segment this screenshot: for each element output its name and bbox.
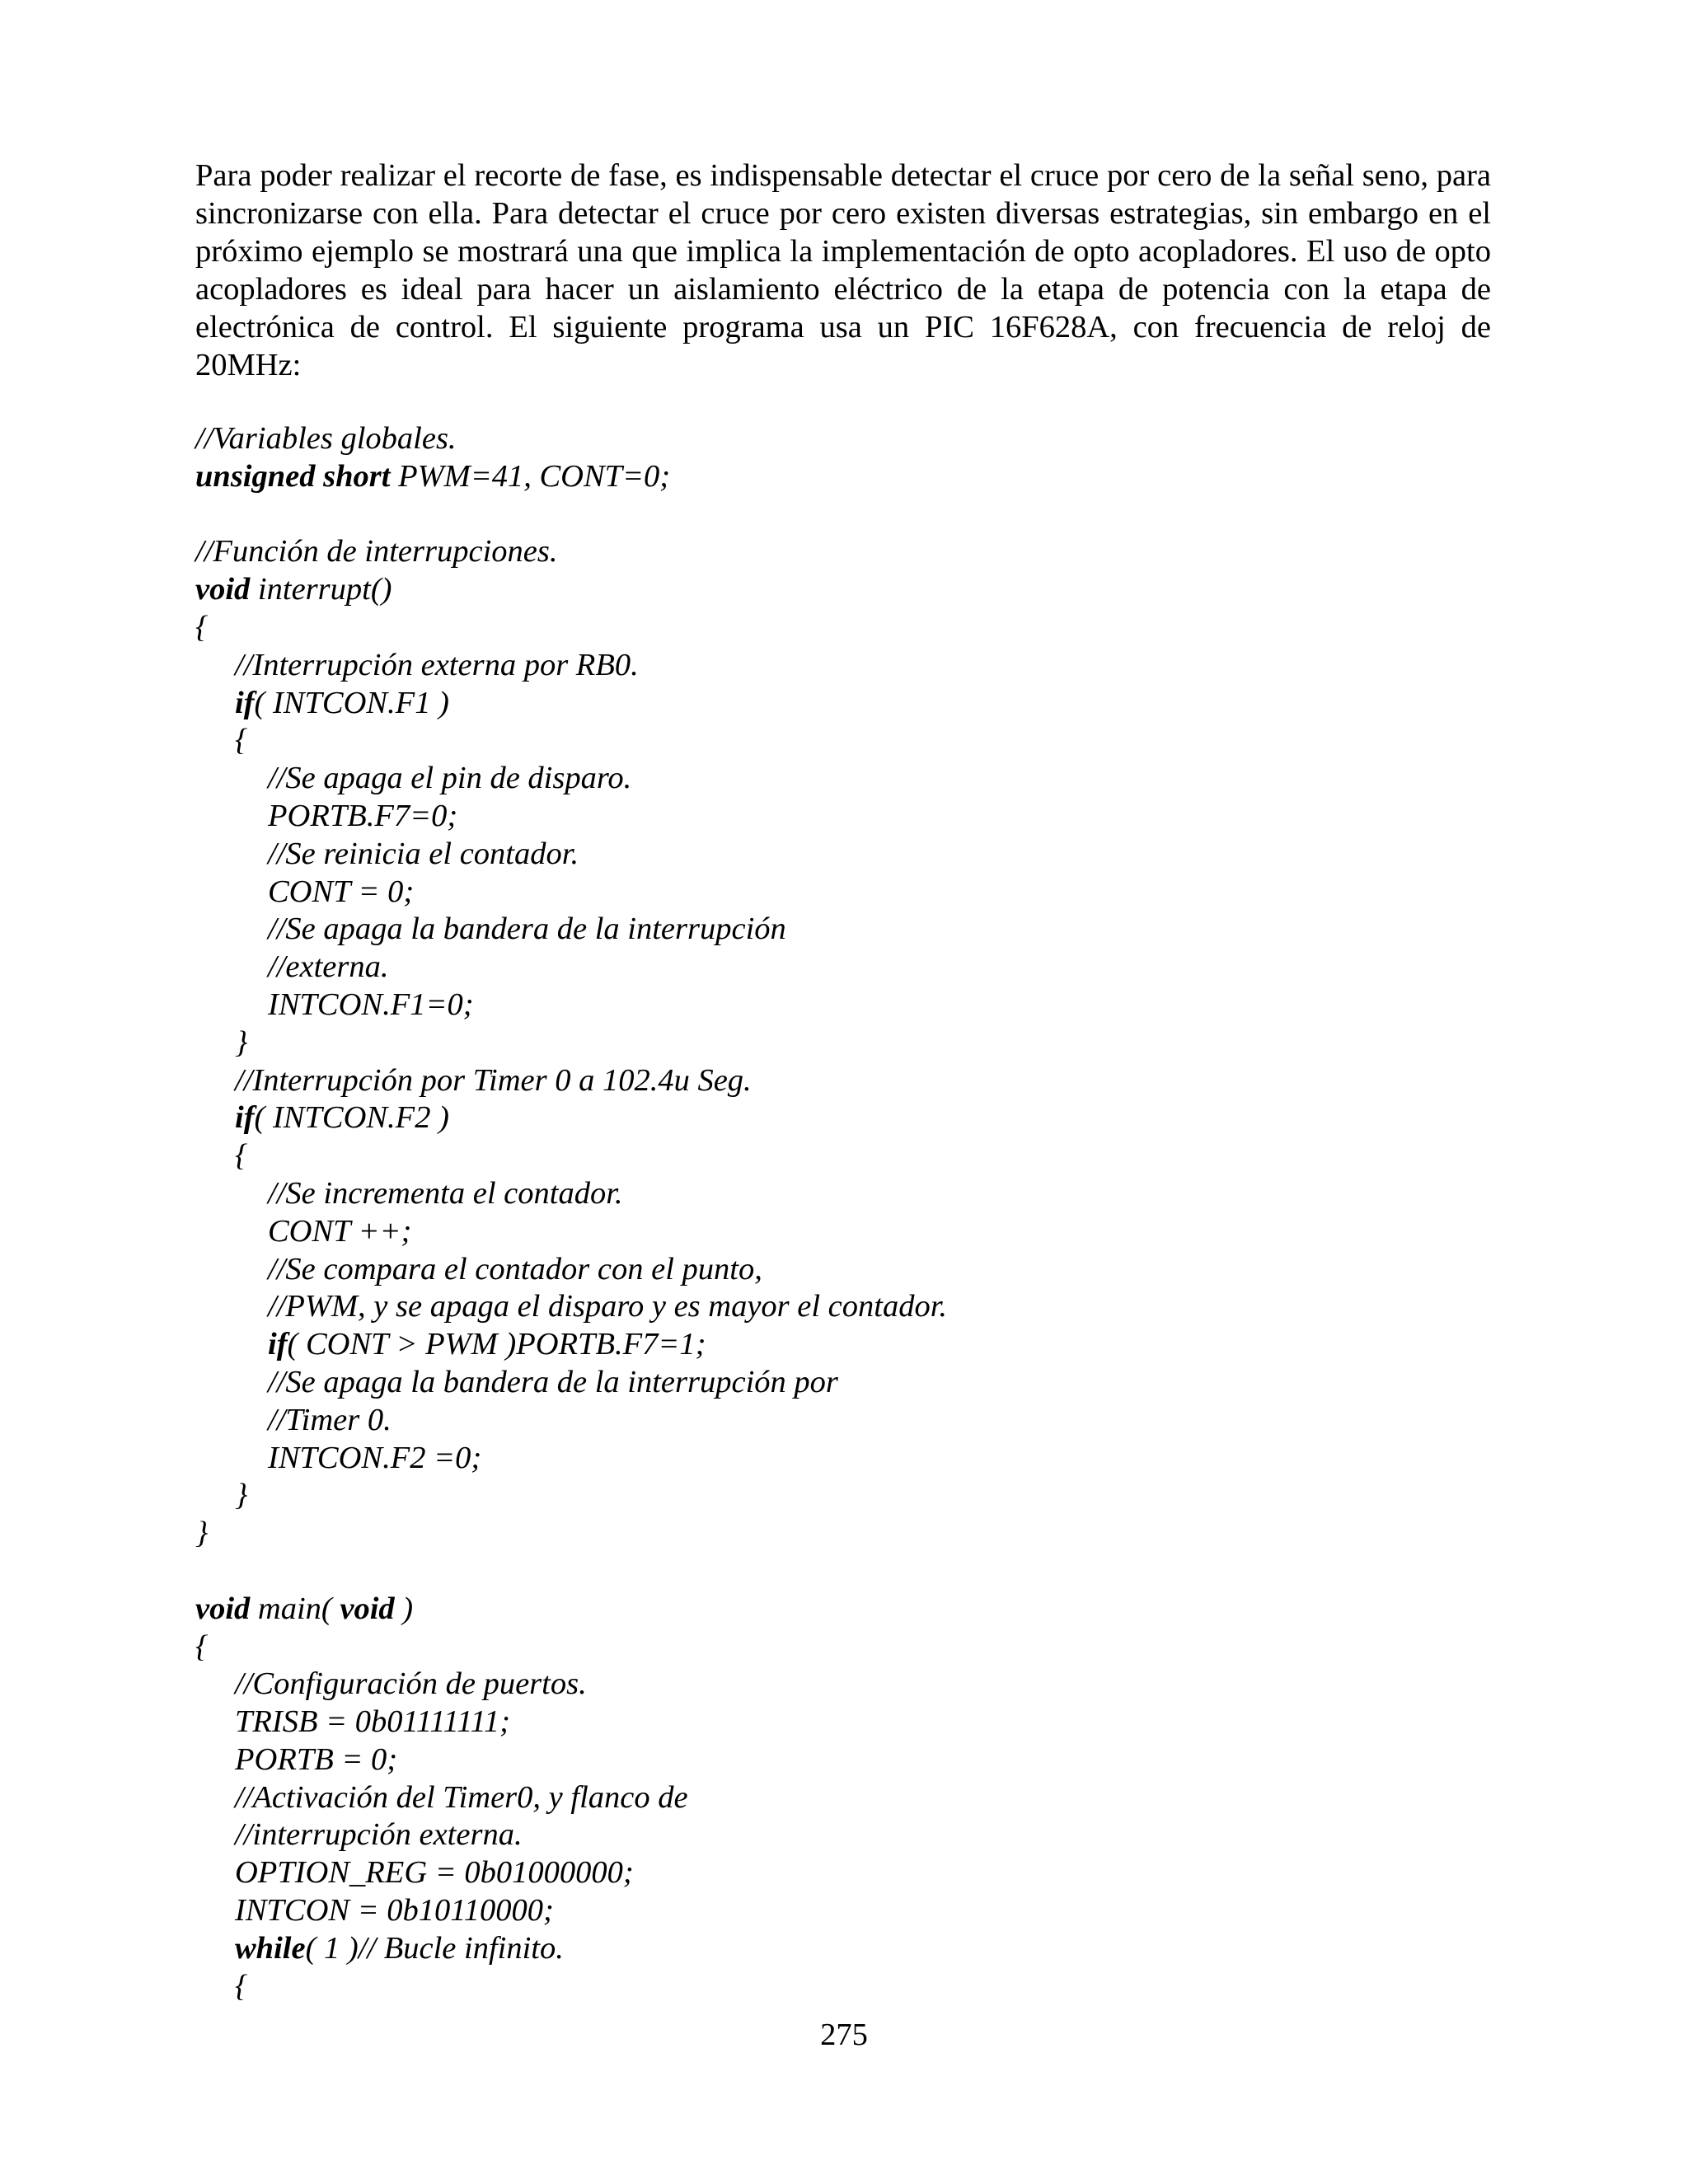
code-line: //Se apaga el pin de disparo. <box>268 761 632 796</box>
code-line: PORTB = 0; <box>235 1741 398 1777</box>
code-keyword: while <box>235 1930 306 1966</box>
code-line: } <box>235 1024 248 1060</box>
code-line: PORTB.F7=0; <box>268 798 458 833</box>
code-line: if( INTCON.F2 ) <box>235 1100 449 1136</box>
code-line: } <box>235 1478 248 1513</box>
code-line: { <box>195 1629 209 1664</box>
code-line: void main( void ) <box>195 1591 414 1626</box>
code-keyword: void <box>195 572 251 607</box>
page-number: 275 <box>820 2018 868 2052</box>
code-line: INTCON.F1=0; <box>268 987 474 1022</box>
code-line: { <box>195 609 209 644</box>
code-line: //Se compara el contador con el punto, <box>268 1251 762 1286</box>
code-line: //Función de interrupciones. <box>195 534 558 569</box>
code-keyword: void <box>340 1591 395 1626</box>
code-line: //Interrupción por Timer 0 a 102.4u Seg. <box>235 1062 752 1098</box>
code-keyword: if <box>268 1327 288 1362</box>
code-line: { <box>235 1968 248 2004</box>
code-keyword: if <box>235 1100 255 1136</box>
code-line: void interrupt() <box>195 572 392 607</box>
code-line: CONT = 0; <box>268 874 415 909</box>
code-line: TRISB = 0b01111111; <box>235 1704 510 1740</box>
code-line: //Variables globales. <box>195 421 457 456</box>
code-line: { <box>235 1138 248 1174</box>
code-line: //externa. <box>268 949 389 985</box>
code-line: //Se incrementa el contador. <box>268 1175 623 1211</box>
code-line: OPTION_REG = 0b01000000; <box>235 1855 634 1891</box>
code-blank-line <box>195 496 1514 534</box>
code-line: INTCON = 0b10110000; <box>235 1893 554 1929</box>
code-line: if( INTCON.F1 ) <box>235 685 449 720</box>
code-line: while( 1 )// Bucle infinito. <box>235 1930 564 1966</box>
code-listing <box>195 420 1514 2005</box>
code-line: INTCON.F2 =0; <box>268 1440 482 1475</box>
code-line: //Timer 0. <box>268 1402 392 1437</box>
code-line: //Se reinicia el contador. <box>268 836 579 871</box>
code-line: CONT ++; <box>268 1213 412 1249</box>
code-line: //Activación del Timer0, y flanco de <box>235 1779 688 1815</box>
code-line: //Se apaga la bandera de la interrupción por <box>268 1364 838 1399</box>
code-line: //Configuración de puertos. <box>235 1666 587 1702</box>
code-line: { <box>235 723 248 758</box>
code-keyword: if <box>235 685 255 720</box>
code-line: //PWM, y se apaga el disparo y es mayor el contador. <box>268 1289 948 1324</box>
code-line: unsigned short PWM=41, CONT=0; <box>195 458 671 494</box>
code-line: if( CONT > PWM )PORTB.F7=1; <box>268 1327 706 1362</box>
code-line: //interrupción externa. <box>235 1817 523 1853</box>
code-line: //Interrupción externa por RB0. <box>235 647 639 682</box>
code-line: } <box>195 1516 209 1551</box>
code-keyword: void <box>195 1591 251 1626</box>
code-blank-line <box>195 1553 1514 1591</box>
intro-paragraph: Para poder realizar el recorte de fase, es indispensable detectar el cruce por cero de la señal seno, para sincronizarse con ella. Para detectar el cruce por cero existen diversas estrategias, sin embargo en el próximo ejemplo se mostrará una que implica la implementación de opto acopladores. El uso de opto acopladores es ideal para hacer un aislamiento eléctrico de la etapa de potencia con la etapa de electrónica de control. El siguiente programa usa un PIC 16F628A, con frecuencia de reloj de 20MHz: <box>195 158 1491 382</box>
code-line: //Se apaga la bandera de la interrupción <box>268 912 786 947</box>
code-keyword: unsigned short <box>195 458 391 494</box>
